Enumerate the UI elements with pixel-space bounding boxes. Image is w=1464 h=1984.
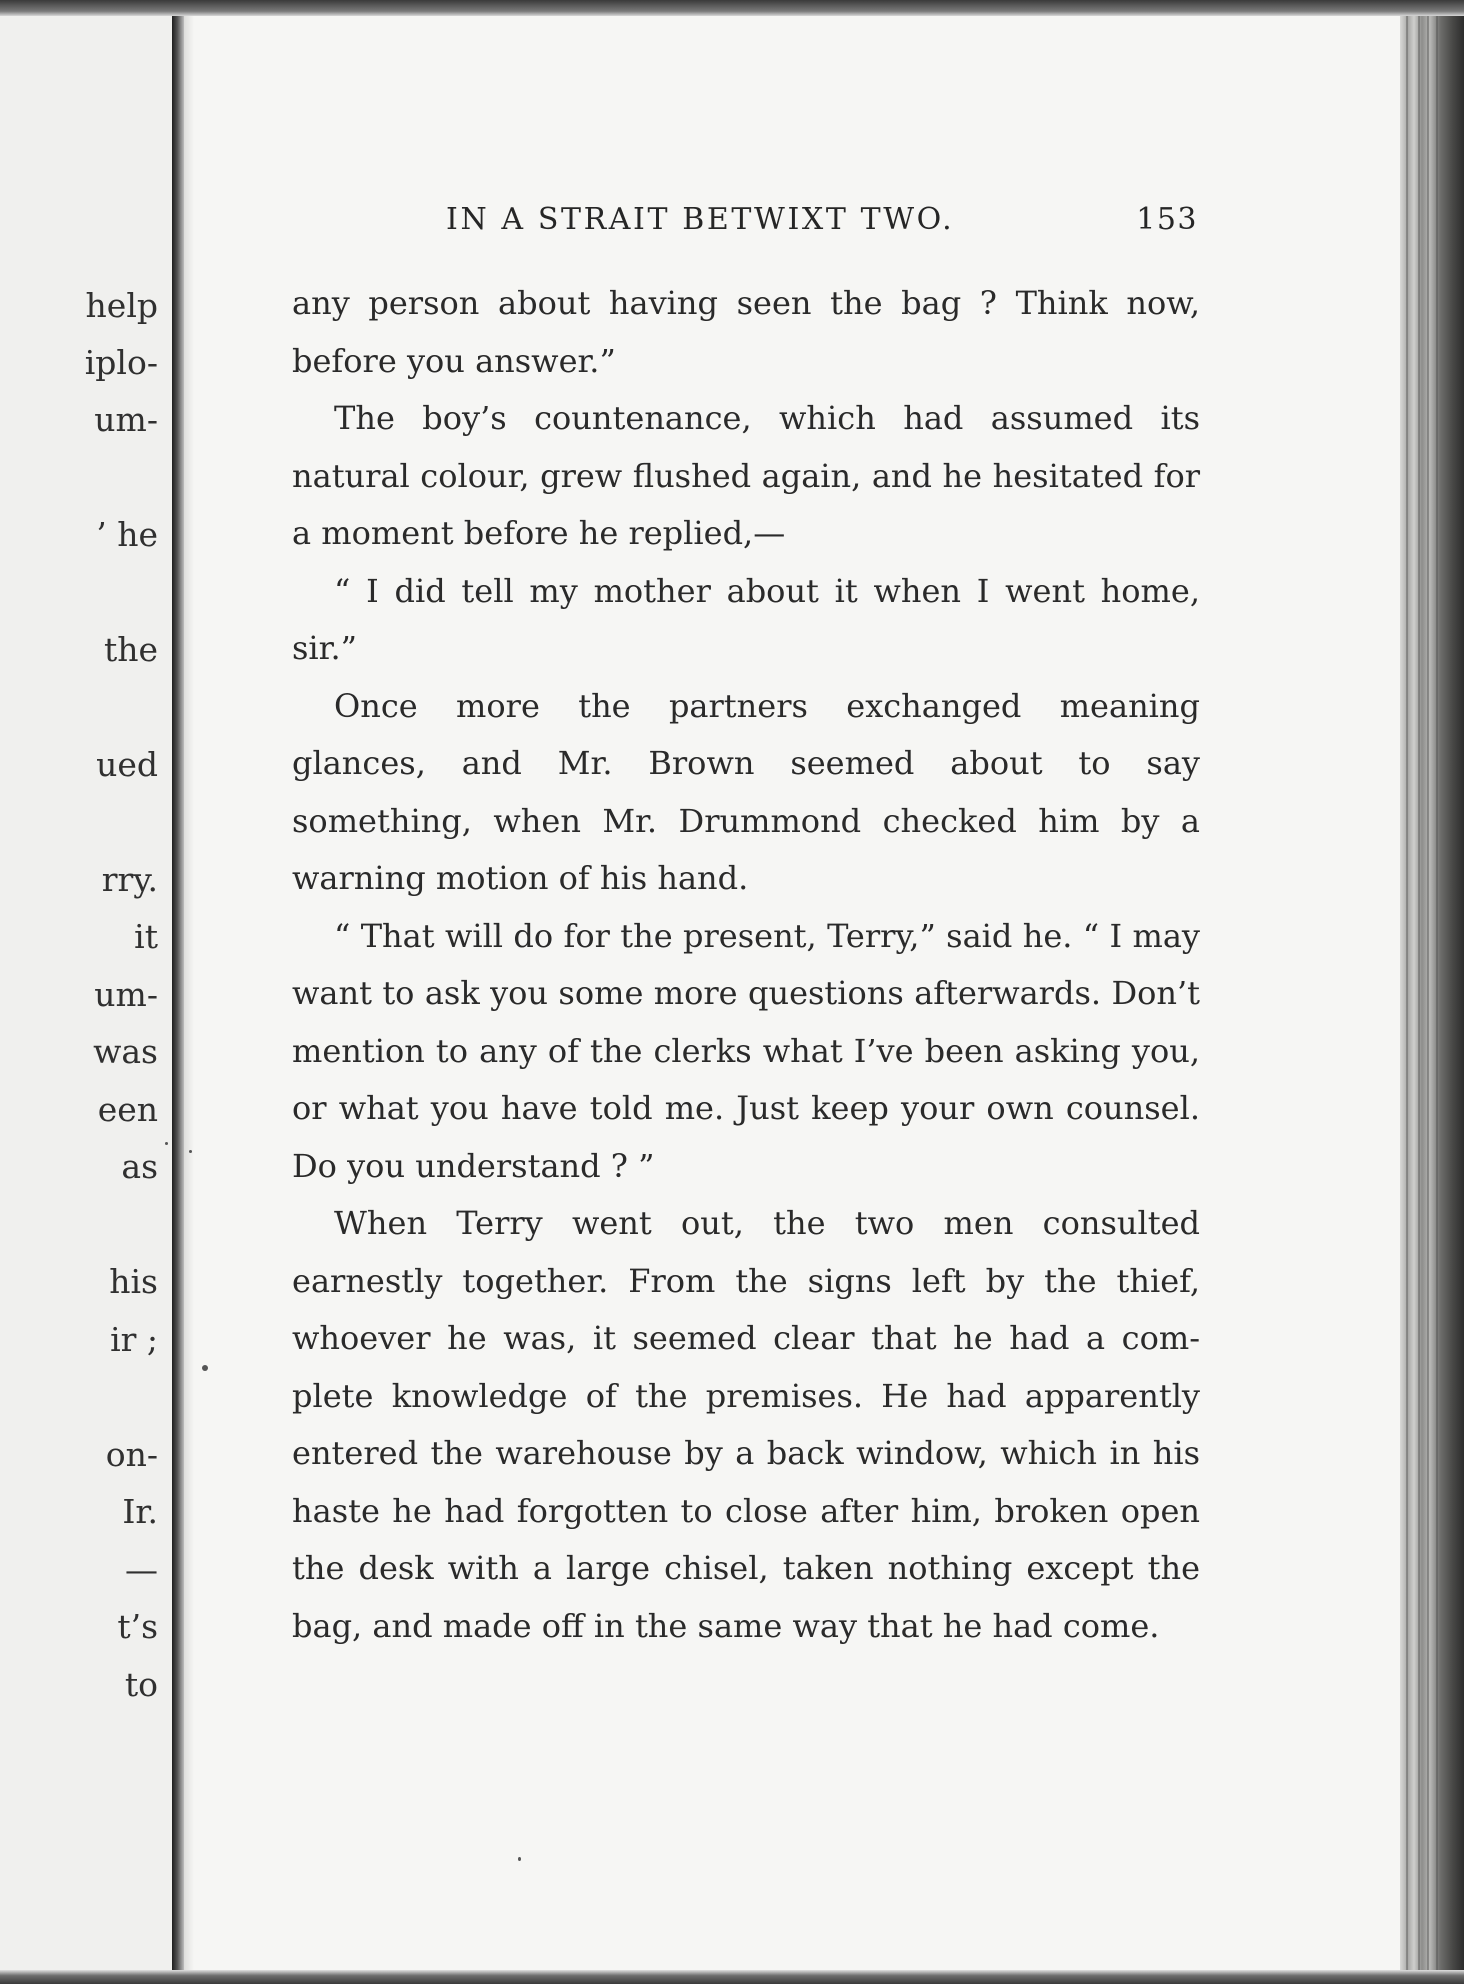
left-page-line: rry. [101, 860, 158, 899]
left-page-line: to [124, 1665, 158, 1704]
left-page-line: as [121, 1147, 158, 1186]
page-number: 153 [1136, 202, 1198, 237]
left-page-line: t’s [117, 1607, 158, 1646]
paragraph: “ That will do for the present, Terry,” said he. “ I may want to ask you some more questions afterwards. Don’t mention to any of the clerks what I’ve been asking you, or what you have told me. Just keep your own counsel. Do you understand ? ” [292, 916, 1200, 1185]
left-page-line: help [85, 286, 158, 325]
running-head [446, 202, 1198, 246]
paragraph: any person about having seen the bag ? Think now, before you answer.” [292, 284, 1200, 380]
paragraph: Once more the partners exchanged meaning glances, and Mr. Brown seemed about to say something, when Mr. Drummond checked him by a warning motion of his hand. [292, 686, 1200, 897]
left-page-fragment [0, 0, 172, 1984]
running-title: IN A STRAIT BETWIXT TWO. [446, 202, 955, 237]
body-text [292, 275, 1200, 1655]
left-page-line: um- [94, 975, 158, 1014]
left-page-line: een [97, 1090, 158, 1129]
left-page-line: was [93, 1032, 158, 1071]
paragraph: “ I did tell my mother about it when I went home, sir.” [292, 571, 1200, 667]
left-page-line: the [103, 630, 158, 669]
left-page-line: — [125, 1550, 158, 1589]
scan-speck [189, 1150, 192, 1153]
scan-speck [165, 1142, 168, 1145]
left-page-line: iplo- [84, 343, 158, 382]
left-page-line: his [109, 1262, 158, 1301]
book-gutter [172, 0, 184, 1984]
scan-speck [202, 1365, 208, 1371]
left-page-line: on- [105, 1435, 158, 1474]
scan-speck [518, 1857, 521, 1861]
left-page-line: ued [96, 745, 158, 784]
left-page-line: it [134, 917, 158, 956]
left-page-line: Ir. [122, 1492, 158, 1531]
scan-bottom-edge [0, 1970, 1464, 1984]
book-right-edge [1400, 0, 1464, 1984]
left-page-line: um- [94, 400, 158, 439]
left-page-line: ir ; [110, 1320, 158, 1359]
scan-top-edge [0, 0, 1464, 16]
gutter-shadow [184, 0, 194, 1984]
left-page-line: ’ he [96, 515, 158, 554]
paragraph: The boy’s countenance, which had assumed its natural colour, grew flushed again, and he hesitated for a moment before he replied,— [292, 399, 1200, 552]
paragraph: When Terry went out, the two men consulted earnestly together. From the signs left by the thief, whoever he was, it seemed clear that he had a com-plete knowledge of the premises. He had apparently entered the warehouse by a back window, which in his haste he had forgotten to close after him, broken open the desk with a large chisel, taken nothing except the bag, and made off in the same way that he had come. [292, 1204, 1200, 1645]
